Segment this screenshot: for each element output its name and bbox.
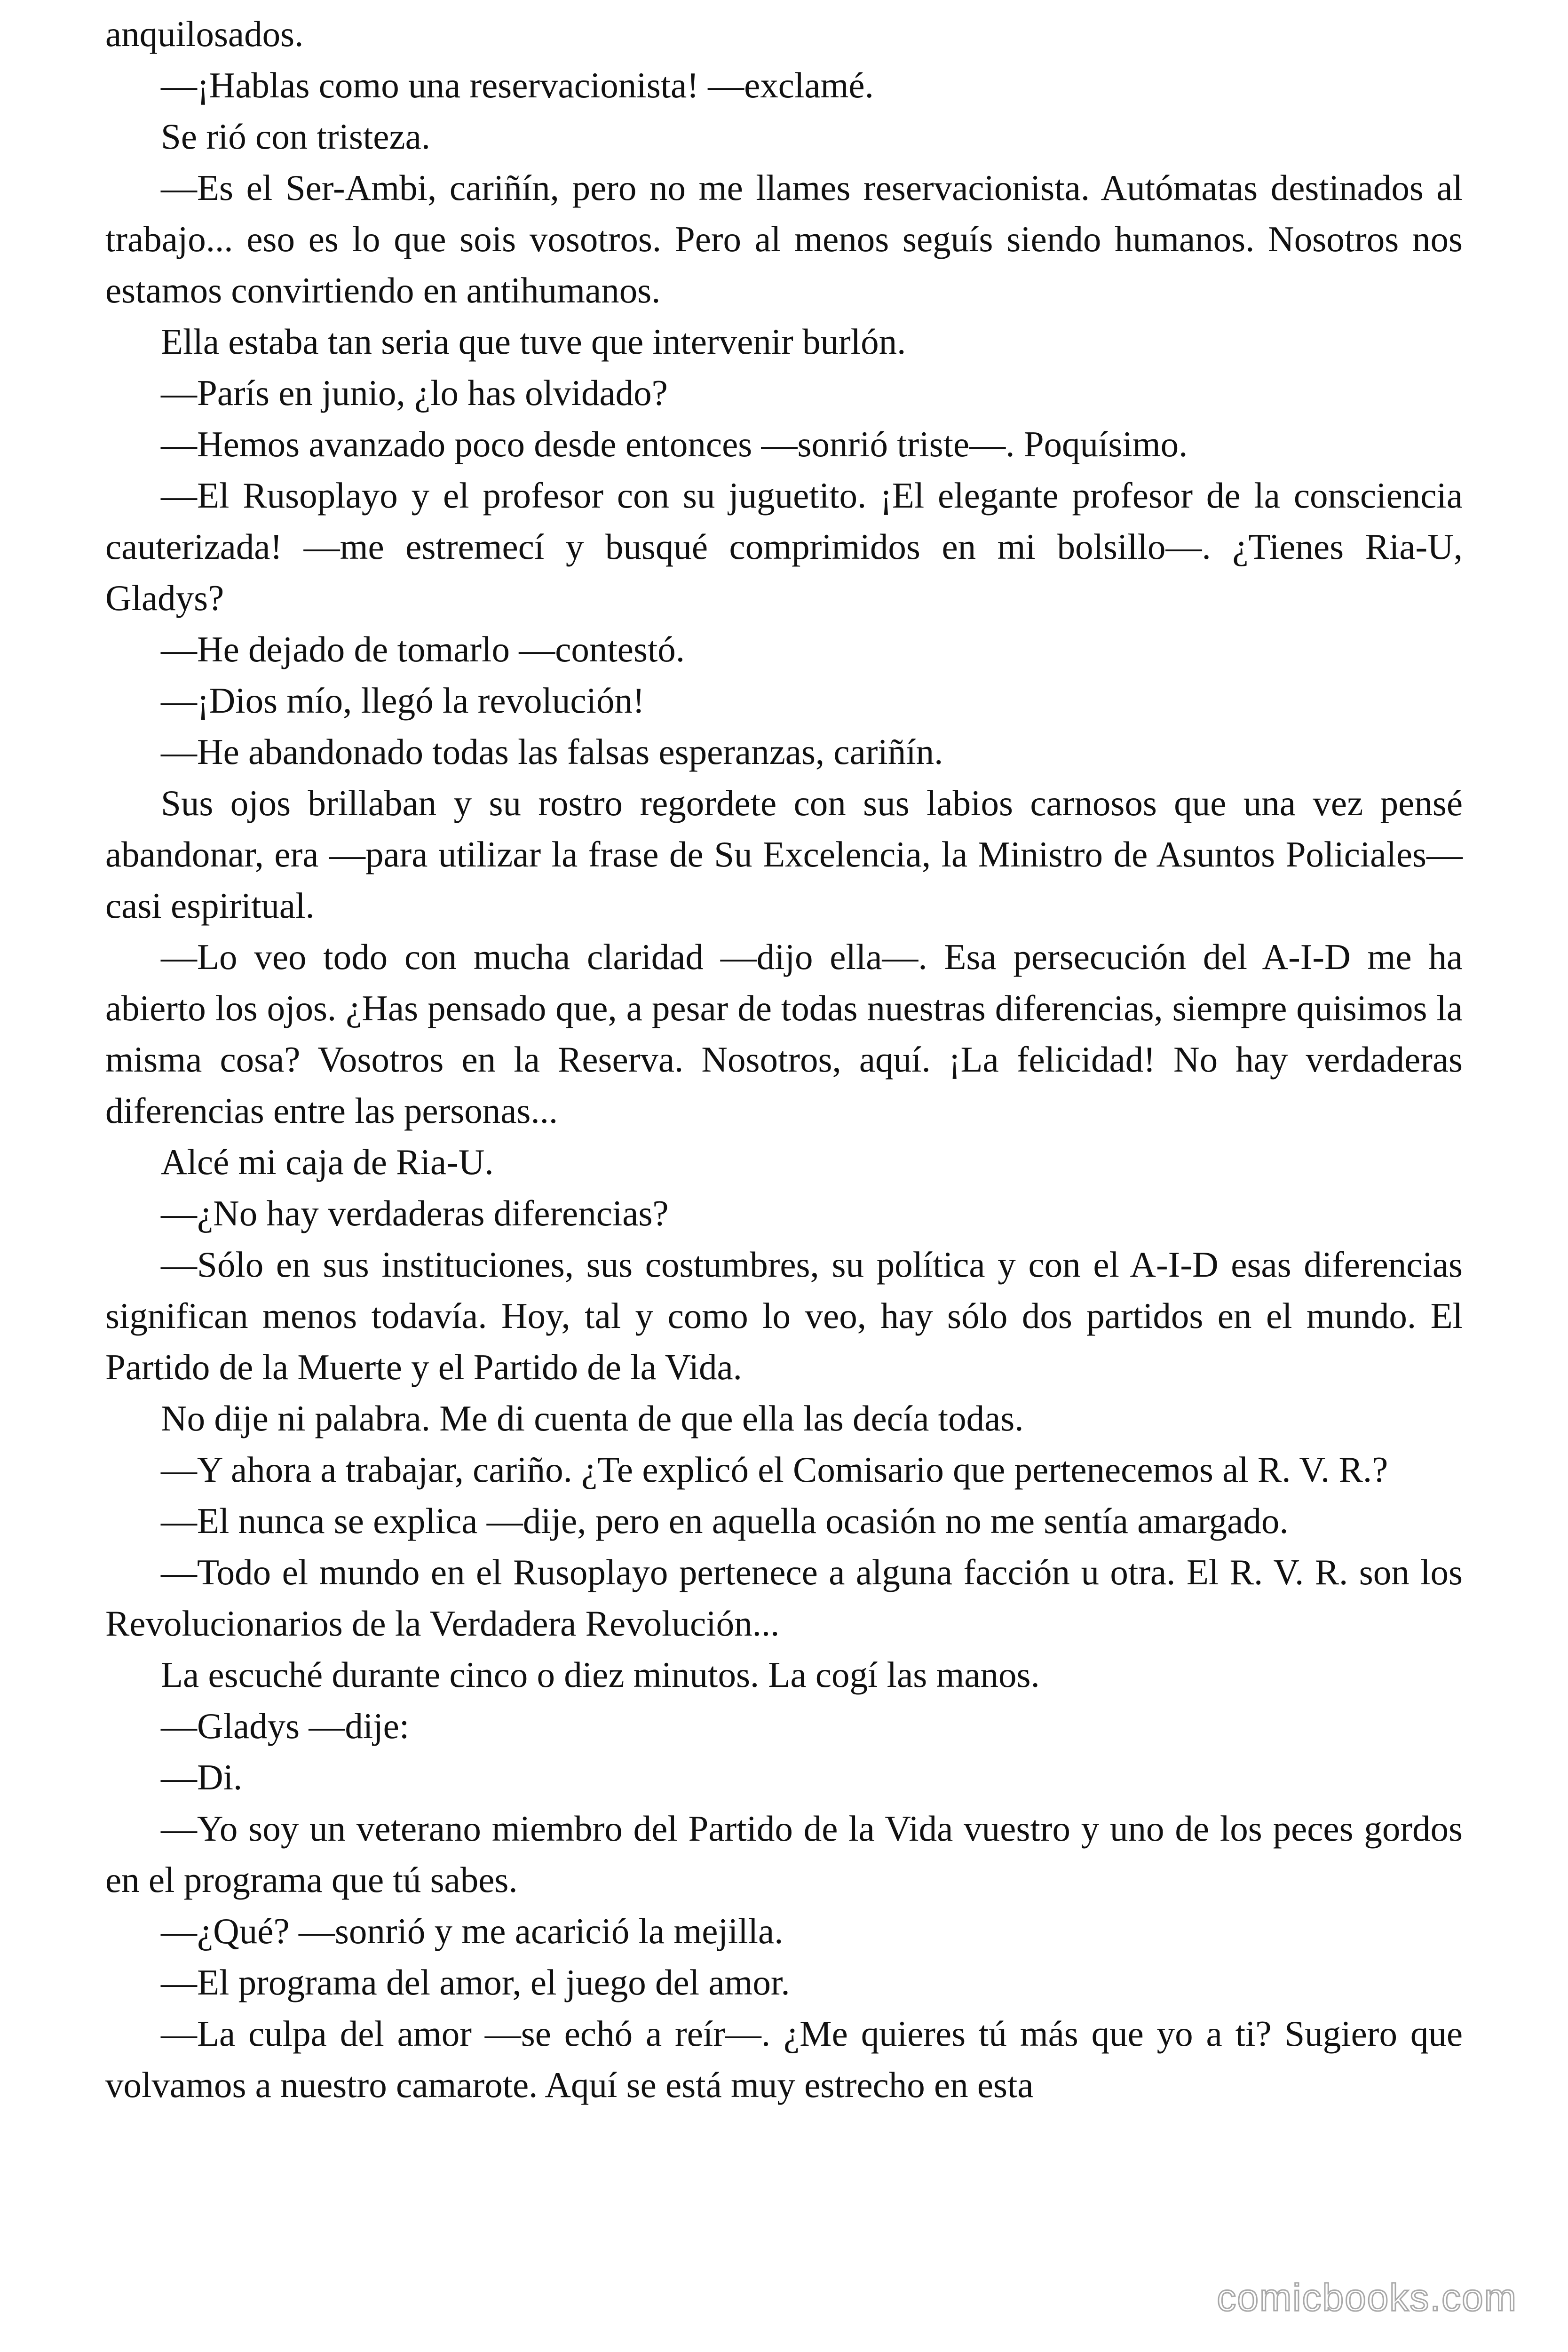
paragraph: —Di.	[161, 1757, 243, 1797]
watermark: comicbooks.com	[1217, 2276, 1517, 2319]
paragraph: —Es el Ser-Ambi, cariñín, pero no me llames reservacionista. Autómatas destinados al trabajo... eso es lo que sois vosotros. Pero al menos seguís siendo humanos. Nosotros nos estamos convirtiendo en antihumanos.	[105, 167, 1463, 310]
paragraph: —El Rusoplayo y el profesor con su juguetito. ¡El elegante profesor de la consciencia cauterizada! —me estremecí y busqué comprimidos en mi bolsillo—. ¿Tienes Ria-U, Gladys?	[105, 475, 1463, 618]
paragraph: —He dejado de tomarlo —contestó.	[161, 629, 685, 669]
paragraph: —Y ahora a trabajar, cariño. ¿Te explicó el Comisario que pertenecemos al R. V. R.?	[161, 1449, 1388, 1490]
paragraph: —¡Dios mío, llegó la revolución!	[161, 680, 645, 721]
paragraph: —¿Qué? —sonrió y me acarició la mejilla.	[161, 1911, 784, 1951]
paragraph: Se rió con tristeza.	[161, 116, 431, 157]
paragraph: —Gladys —dije:	[161, 1706, 410, 1746]
paragraph: —Todo el mundo en el Rusoplayo pertenece a alguna facción u otra. El R. V. R. son los Revolucionarios de la Verdadera Revolución...	[105, 1552, 1463, 1644]
paragraph: —¡Hablas como una reservacionista! —exclamé.	[161, 65, 874, 105]
paragraph: —El programa del amor, el juego del amor.	[161, 1962, 790, 2002]
paragraph: La escuché durante cinco o diez minutos. La cogí las manos.	[161, 1654, 1040, 1695]
paragraph: —¿No hay verdaderas diferencias?	[161, 1193, 669, 1233]
paragraph: —Hemos avanzado poco desde entonces —sonrió triste—. Poquísimo.	[161, 424, 1188, 464]
paragraph: Sus ojos brillaban y su rostro regordete con sus labios carnosos que una vez pensé abandonar, era —para utilizar la frase de Su Excelencia, la Ministro de Asuntos Policiales— casi espiritual.	[105, 783, 1463, 926]
paragraph: —Sólo en sus instituciones, sus costumbres, su política y con el A-I-D esas diferencias significan menos todavía. Hoy, tal y como lo veo, hay sólo dos partidos en el mundo. El Partido de la Muerte y el Partido de la Vida.	[105, 1244, 1463, 1387]
paragraph: anquilosados.	[105, 14, 304, 54]
page-body	[105, 8, 1463, 2111]
paragraph: —La culpa del amor —se echó a reír—. ¿Me quieres tú más que yo a ti? Sugiero que volvamos a nuestro camarote. Aquí se está muy estrecho en esta	[105, 2013, 1463, 2105]
paragraph: —El nunca se explica —dije, pero en aquella ocasión no me sentía amargado.	[161, 1501, 1289, 1541]
paragraph: —He abandonado todas las falsas esperanzas, cariñín.	[161, 731, 943, 772]
paragraph: No dije ni palabra. Me di cuenta de que ella las decía todas.	[161, 1398, 1024, 1438]
paragraph: Alcé mi caja de Ria-U.	[161, 1142, 494, 1182]
paragraph: Ella estaba tan seria que tuve que intervenir burlón.	[161, 321, 906, 362]
paragraph: —París en junio, ¿lo has olvidado?	[161, 373, 668, 413]
paragraph: —Yo soy un veterano miembro del Partido de la Vida vuestro y uno de los peces gordos en el programa que tú sabes.	[105, 1808, 1463, 1900]
paragraph: —Lo veo todo con mucha claridad —dijo ella—. Esa persecución del A-I-D me ha abierto los ojos. ¿Has pensado que, a pesar de todas nuestras diferencias, siempre quisimos la misma cosa? Vosotros en la Reserva. Nosotros, aquí. ¡La felicidad! No hay verdaderas diferencias entre las personas...	[105, 937, 1463, 1131]
